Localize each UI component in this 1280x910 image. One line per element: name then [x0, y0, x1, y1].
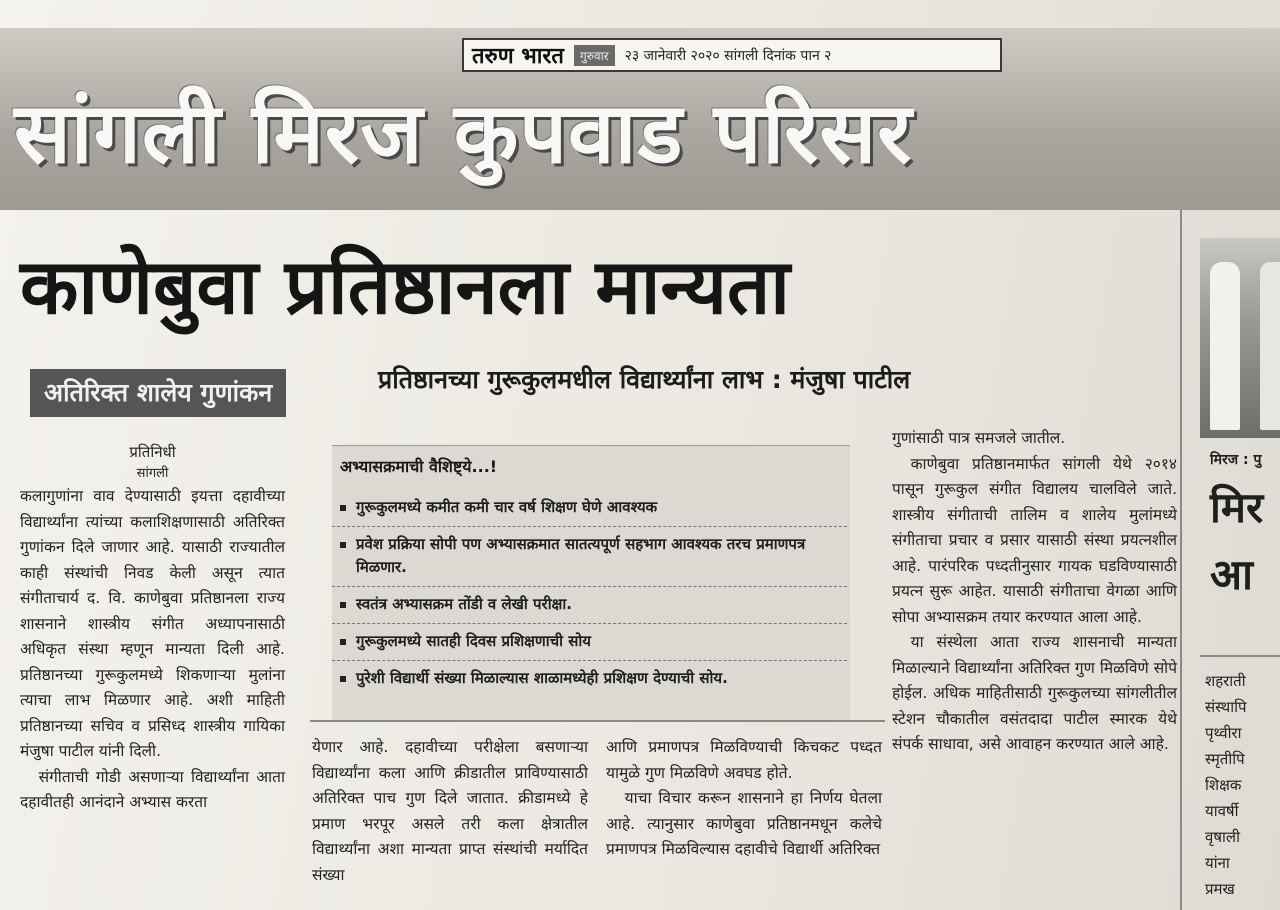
sidebar-line: प्रमख	[1205, 880, 1235, 898]
paragraph: येणार आहे. दहावीच्या परीक्षेला बसणाऱ्या विद्यार्थ्यांना कला आणि क्रीडातील प्राविण्यासाठी अतिरिक्त पाच गुण दिले जातात. क्रीडामध्ये हे प्रमाण भरपूर असले तरी कला क्षेत्रातील विद्यार्थ्यांना अशा मान्यता प्राप्त संस्थांची मर्यादित संख्या	[312, 738, 588, 884]
sidebar-line: शिक्षक	[1205, 776, 1242, 794]
sidebar-line: शहराती	[1205, 672, 1246, 690]
sidebar-divider	[1200, 655, 1280, 657]
sidebar-line: पृथ्वीरा	[1205, 724, 1242, 742]
list-item	[332, 527, 847, 587]
paragraph: या संस्थेला आता राज्य शासनाची मान्यता मिळाल्याने विद्यार्थ्यांना अतिरिक्त गुण मिळविणे सोपे होईल. अधिक माहितीसाठी गुरूकुलच्या सांगलीतील स्टेशन चौकातील वसंतदादा पाटील स्मारक येथे संपर्क साधावा, असे आवाहन करण्यात आले आहे.	[892, 633, 1177, 753]
sidebar-line: संस्थापि	[1205, 698, 1247, 716]
paragraph: याचा विचार करून शासनाने हा निर्णय घेतला आहे. त्यानुसार काणेबुवा प्रतिष्ठानमधून कलेचे प्रमाणपत्र मिळविल्यास दहावीचे विद्यार्थी अतिरिक्त	[606, 789, 882, 858]
paragraph: गुणांसाठी पात्र समजले जातील.	[892, 429, 1066, 447]
list-item-text: पुरेशी विद्यार्थी संख्या मिळाल्यास शाळामध्येही प्रशिक्षण देण्याची सोय.	[356, 669, 728, 687]
article-column-3	[892, 426, 1177, 758]
sidebar-line: स्मृतीपि	[1205, 750, 1245, 768]
dateline-text: २३ जानेवारी २०२० सांगली दिनांक पान २	[624, 47, 832, 64]
sidebar-body	[1205, 668, 1280, 902]
article-headline: काणेबुवा प्रतिष्ठानला मान्यता	[20, 242, 790, 331]
bullet-icon	[340, 639, 346, 645]
sidebar-line: यांना	[1205, 854, 1230, 872]
sidebar-headline: आ	[1210, 550, 1253, 599]
sidebar-line: वृषाली	[1205, 828, 1240, 846]
article-column-1	[20, 440, 285, 816]
paragraph: काणेबुवा प्रतिष्ठानमार्फत सांगली येथे २०१४ पासून गुरूकुल संगीत विद्यालय चालविले जाते. शास्त्रीय संगीताची तालिम व शालेय मुलांमध्ये संगीताचा प्रचार व प्रसार यासाठी संस्था प्रयत्नशील आहे. पारंपरिक पध्दतीनुसार गायक घडविण्यासाठी प्रयत्न सुरू आहेत. यासाठी संगीताचा वेगळा आणि सोपा अभ्यासक्रम तयार करण्यात आला आहे.	[892, 454, 1177, 626]
paragraph: आणि प्रमाणपत्र मिळविण्याची किचकट पध्दत यामुळे गुण मिळविणे अवघड होते.	[606, 738, 882, 782]
sidebar-headline: मिर	[1210, 483, 1264, 532]
bullet-icon	[340, 602, 346, 608]
box-divider	[310, 720, 885, 722]
article-column-2a	[312, 735, 588, 888]
article-deck: प्रतिष्ठानच्या गुरूकुलमधील विद्यार्थ्यांना लाभ : मंजुषा पाटील	[378, 365, 911, 394]
column-divider	[1180, 210, 1182, 910]
features-box-title: अभ्यासक्रमाची वैशिष्ट्ये...!	[340, 457, 498, 476]
sidebar-caption: मिरज : पु	[1210, 452, 1262, 468]
bullet-icon	[340, 505, 346, 511]
byline-place: सांगली	[136, 466, 169, 481]
list-item	[332, 661, 847, 697]
weekday-badge: गुरुवार	[574, 45, 615, 66]
list-item	[332, 587, 847, 624]
list-item	[332, 624, 847, 661]
dateline-bar	[462, 38, 1002, 72]
photo-person	[1260, 262, 1280, 430]
list-item	[332, 490, 847, 527]
photo-person	[1210, 262, 1240, 430]
article-kicker: अतिरिक्त शालेय गुणांकन	[30, 369, 286, 417]
article-column-2b	[606, 735, 882, 863]
list-item-text: गुरूकुलमध्ये कमीत कमी चार वर्ष शिक्षण घेणे आवश्यक	[356, 498, 658, 516]
byline: प्रतिनिधी	[129, 443, 176, 461]
bullet-icon	[340, 676, 346, 682]
list-item-text: स्वतंत्र अभ्यासक्रम तोंडी व लेखी परीक्षा.	[356, 595, 572, 613]
paragraph: कलागुणांना वाव देण्यासाठी इयत्ता दहावीच्या विद्यार्थ्यांना त्यांच्या कलाशिक्षणासाठी अतिरिक्त गुणांकन दिले जाणार आहे. यासाठी राज्यातील काही संस्थांची निवड केली असून त्यात संगीताचार्य द. वि. काणेबुवा प्रतिष्ठानला राज्य शासनाने शास्त्रीय संगीत अध्यापनासाठी अधिकृत संस्था म्हणून मान्यता दिली आहे. प्रतिष्ठानच्या गुरूकुलमध्ये शिकणाऱ्या मुलांना त्याचा लाभ मिळणार आहे. अशी माहिती प्रतिष्ठानच्या सचिव व प्रसिध्द शास्त्रीय गायिका मंजुषा पाटील यांनी दिली.	[20, 487, 285, 760]
list-item-text: गुरूकुलमध्ये सातही दिवस प्रशिक्षणाची सोय	[356, 632, 591, 650]
section-title: सांगली मिरज कुपवाड परिसर	[14, 84, 913, 182]
bullet-icon	[340, 542, 346, 548]
paragraph: संगीताची गोडी असणाऱ्या विद्यार्थ्यांना आता दहावीतही आनंदाने अभ्यास करता	[20, 767, 285, 811]
list-item-text: प्रवेश प्रक्रिया सोपी पण अभ्यासक्रमात सातत्यपूर्ण सहभाग आवश्यक तरच प्रमाणपत्र मिळणार.	[356, 535, 806, 576]
sidebar-line: यावर्षी	[1205, 802, 1239, 820]
paper-name: तरुण भारत	[472, 44, 564, 69]
features-list	[332, 490, 847, 697]
